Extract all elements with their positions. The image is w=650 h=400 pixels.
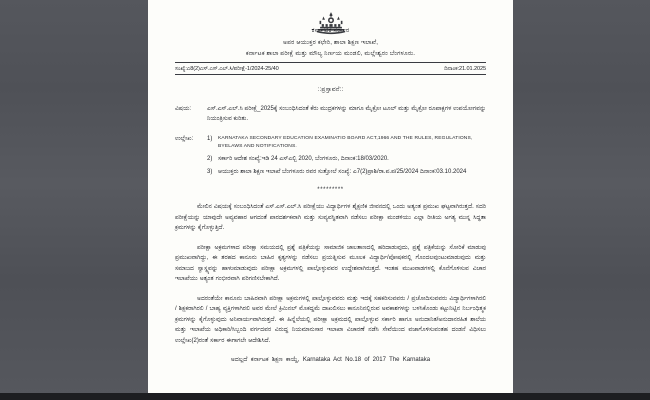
reference-bar: [175, 62, 486, 75]
section-title: ::ಪ್ರಸ್ತಾವನೆ::: [317, 87, 344, 93]
header-line-office: ಅಪರ ಆಯುಕ್ತರ ಕಛೇರಿ, ಶಾಲಾ ಶಿಕ್ಷಣ ಇಲಾಖೆ,: [282, 38, 379, 46]
document-page: [148, 0, 513, 393]
subject-text: ಎಸ್.ಎಸ್.ಎಲ್.ಸಿ ಪರೀಕ್ಷೆ_2025ಕ್ಕೆ ಸಂಬಂಧಿಸಿದಂತೆ ಕೆರು ಮುದ್ರಕಗಳನ್ನು ಮಾಗೂ ಮೈಕ್ರೋ ಟೂಲ್ ಮತ್ತು ಮೈಕ್ರೋ ರೂಪಾಕ್ಷಗಳ ಉಪಯೋಗವನ್ನು ನಿಯಂತ್ರಿಸುವ ಕುರಿತು.: [207, 106, 486, 122]
subject-label: ವಿಷಯ:: [175, 106, 192, 112]
reference-text: ಸರ್ಕಾರಿ ಆದೇಶ ಸಂಖ್ಯೆ:ಇಡಿ 24 ಎಸ್ಎಲ್ಬಿ 2020, ಬೆಂಗಳೂರು, ದಿನಾಂಕ:18/03/2020.: [218, 155, 389, 162]
reference-marker: 2): [207, 155, 213, 162]
viewer-bottom-bar: [0, 393, 650, 400]
body-tail-line: ಅದಲ್ಲದೆ ಕರ್ನಾಟಕ ಶಿಕ್ಷಣ ಕಾಯ್ದೆ, Karnataka Act No.18 of 2017 The Karnataka: [230, 357, 431, 363]
body-paragraph-1: ಮೇಲಿನ ವಿಷಯಕ್ಕೆ ಸಂಬಂಧಿಸಿದಂತೆ ಎಸ್.ಎಸ್.ಎಲ್.ಸಿ ಪರೀಕ್ಷೆಯು ವಿದ್ಯಾರ್ಥಿಗಳ ಶೈಕ್ಷಣಿಕ ಜೀವನದಲ್ಲಿ ಒಂದು ಅತ್ಯಂತ ಪ್ರಮುಖ ಘಟ್ಟವಾಗಿರುತ್ತದೆ. ಸದರಿ ಪರೀಕ್ಷೆಯನ್ನು ಯಾವುದೇ ಅವ್ಯವಹಾರ ಆಗದಂತೆ ಪಾರದರ್ಶಕವಾಗಿ ಮತ್ತು ಸುವ್ಯವಸ್ಥಿತವಾಗಿ ನಡೆಸಲು ಪರೀಕ್ಷಾ ಮಂಡಳಿಯು ಎಲ್ಲಾ ರೀತಿಯ ಅಗತ್ಯ ಮುನ್ನ ಸಿದ್ಧತಾ ಕ್ರಮಗಳನ್ನು ಕೈಗೊಳ್ಳುತ್ತಿದೆ.: [175, 204, 486, 231]
list-item: [207, 135, 486, 151]
reference-label: ಉಲ್ಲೇಖ:: [175, 136, 194, 142]
list-item: [207, 155, 486, 165]
header-line-board: ಕರ್ನಾಟಕ ಶಾಲಾ ಪರೀಕ್ಷೆ ಮತ್ತು ಮೌಲ್ಯ ನಿರ್ಣಯ ಮಂಡಲಿ, ಮಲ್ಲೇಶ್ವರಂ ಬೆಂಗಳೂರು.: [245, 50, 416, 57]
reference-marker: 3): [207, 168, 213, 175]
reference-block: [175, 135, 486, 177]
header-line-government: ಕರ್ನಾಟಕ ಸರ್ಕಾರ: [311, 27, 350, 34]
reference-text: KARNATAKA SECONDARY EDUCATION EXAMINATIO BOARD ACT,1966 AND THE RULES, REGULATIONS, BYELAWS AND NOTIFICATIONS.: [218, 136, 473, 149]
reference-marker: 1): [207, 136, 213, 142]
body-paragraph-2: ಪರೀಕ್ಷಾ ಅಕ್ರಮಗಳಾದ ಪರೀಕ್ಷಾ ಸಮಯದಲ್ಲಿ ಪ್ರಶ್ನೆ ಪತ್ರಿಕೆಯನ್ನು ಸಾಮಾಜಿಕ ಜಾಲತಾಣದಲ್ಲಿ ಹರಿದಾಡುವುದು, ಪ್ರಶ್ನೆ ಪತ್ರಿಕೆಯನ್ನು ಸೋರಿಕೆ ಮಾಡುವು ಪ್ರಮುಖವಾಗಿದ್ದು, ಈ ತರಹದ ಕಾನೂನು ಬಾಹಿರ ಕೃತ್ಯಗಳನ್ನು ನಡೆಸಲು ಪ್ರಯತ್ನಿಸುವ ಮೂಲಕ ವಿದ್ಯಾರ್ಥಿ/ಪೋಷಕರಲ್ಲಿ ಗೊಂದಲವುಂಟುಮಾಡುವುದು ಮತ್ತು ಸಮಾಜದ ಸ್ವಾಸ್ಥ್ಯವನ್ನು ಹಾಳುಮಾಡುವುದು ಪರೀಕ್ಷಾ ಅಕ್ರಮಗಳಲ್ಲಿ ಪಾಲ್ಗೊಳ್ಳುವವರ ಉದ್ದೇಶವಾಗಿರುತ್ತದೆ. ಇಂತಹ ಮುಖವಾಡಗಳಲ್ಲಿ ಕೊನೆಗೊಳಿಸುವ ವಿಚಾರ ಇಲಾಖೆಯು ಅತ್ಯಂತ ಗಂಭೀರವಾಗಿ ಪರಿಗಣಿಸಬೇಕಾಗಿದೆ.: [175, 244, 486, 282]
viewer-backdrop-left: [0, 0, 148, 400]
asterisk-divider: *********: [317, 187, 344, 193]
list-item: [207, 168, 486, 178]
document-content: [175, 12, 486, 365]
body-paragraph-3: ಅದರಂತೆಯೇ ಕಾನೂನು ಬಾಹಿರವಾಗಿ ಪರೀಕ್ಷಾ ಅಕ್ರಮಗಳಲ್ಲಿ ಪಾಲ್ಗೊಳ್ಳುವವರು ಮತ್ತು ಇದಕ್ಕೆ ಸಹಕರಿಸುವವರು / ಪ್ರಚೋದಿಸುವವರು ವಿದ್ಯಾರ್ಥಿಗಳಾಗಿರಲಿ / ಶಿಕ್ಷಕರಾಗಿರಲಿ / ಬಾಹ್ಯ ವ್ಯಕ್ತಿಗಳಾಗಿರಲಿ ಅವರ ಮೇಲೆ ಕ್ರಿಮಿನಲ್ ಮೊಕದ್ದಮೆ ದಾಖಲಿಸಲು ಕಾನೂನಿನಲ್ಲಿರುವ ಅವಕಾಶಗಳನ್ನು ಬಳಸಿಕೊಂಡು ಕಟ್ಟುನಿಟ್ಟಿನ ನಿರ್ಬಂಧಿತ್ಮಕ ಕ್ರಮಗಳನ್ನು ಕೈಗೊಳ್ಳುವುದು ಅನಿವಾರ್ಯವಾಗಿರುತ್ತದೆ. ಈ ಹಿನ್ನೆಲೆಯಲ್ಲಿ ಪರೀಕ್ಷಾ ಅಕ್ರಮದಲ್ಲಿ ಪಾಲ್ಗೊಳ್ಳುವ ಸರ್ಕಾರಿ ಹಾಗೂ ಅನುದಾನಿತ/ಅನುದಾನರಹಿತ ಶಾಲೆಯ ಮತ್ತು ಇಲಾಖೆಯ ಅಧಿಕಾರಿ/ಸಿಬ್ಬಂದಿ ವರ್ಗದವರ ವಿರುದ್ಧ ನಿಯಮಾನುಸಾರ ಇಲಾಖಾ ವಿಚಾರಣೆ ನಡೆಸಿ ಸೇವೆಯಿಂದ ವಜಾಗೊಳಿಸುವಂತಹ ದಂಡನೆ ವಿಧಿಸಲು ಉಲ್ಲೇಖ(2)ರಂತೆ ಸರ್ಕಾರ ಈಗಾಗಲೇ ಆದೇಶಿಸಿದೆ.: [175, 295, 486, 344]
subject-block: [175, 105, 486, 124]
reference-text: ಆಯುಕ್ತರು ಶಾಲಾ ಶಿಕ್ಷಣ ಇಲಾಖೆ ಬೆಂಗಳೂರು ರವರ ಸುತ್ತೋಲೆ ಸಂಖ್ಯೆ: ಎ7(2)ಪ್ರಾಶಿ/ರಾ.ಪ.ಪ/25/2024 ದಿನಾಂಕ:03.10.2024: [218, 168, 467, 175]
viewer-backdrop-right: [513, 0, 650, 400]
reference-number: ಸಂಖ್ಯೆ:ಎ8(2)ಎಸ್.ಎಸ್.ಎಲ್.ಸಿ/ಪರೀಕ್ಷೆ-1/2024-25/40: [175, 65, 279, 72]
reference-list: [207, 135, 486, 177]
reference-date: ದಿನಾಂಕ:21.01.2025: [444, 65, 486, 72]
